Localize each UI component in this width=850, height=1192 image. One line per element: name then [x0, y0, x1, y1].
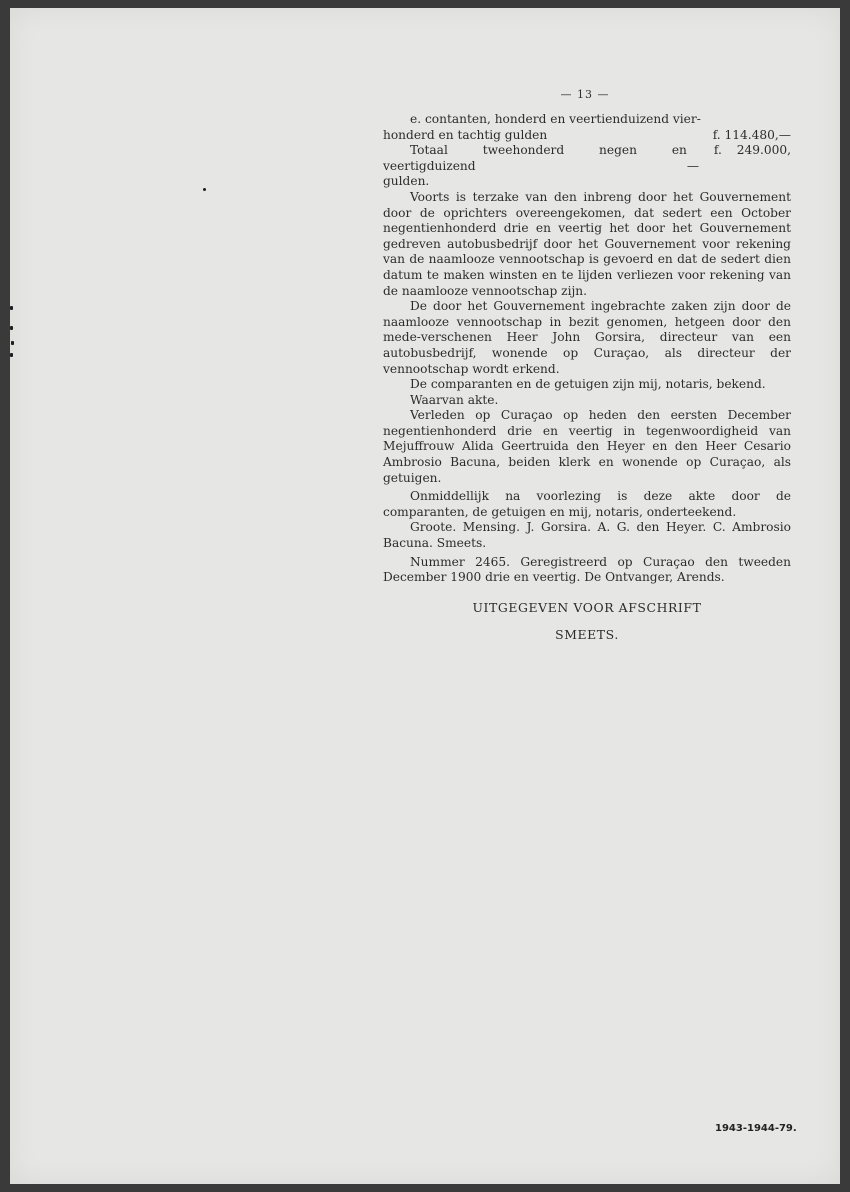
paragraph: Voorts is terzake van den inbreng door het Gouvernement door de oprichters overeengekomen, dat sedert een October negentienhonderd drie en veertig het door het Gouvernement gedreven autobusbedrijf door het Gouvernement voor rekening van de naamlooze vennootschap is gevoerd en dat de sedert dien datum te maken winsten en te lijden verliezen voor rekening van de naamlooze vennootschap zijn.	[383, 189, 791, 298]
binding-hole-mark	[203, 188, 206, 191]
amount-value: f. 114.480,—	[712, 127, 791, 142]
deed-text-column	[383, 112, 791, 643]
paragraph: gulden.	[383, 174, 430, 189]
notary-signature: SMEETS.	[555, 627, 619, 643]
paragraph: Groote. Mensing. J. Gorsira. A. G. den Heyer. C. Ambrosio Bacuna. Smeets.	[383, 520, 791, 551]
paragraph: e. contanten, honderd en veertienduizend vier-	[410, 112, 701, 126]
amount-line	[383, 128, 791, 144]
copy-heading: UITGEGEVEN VOOR AFSCHRIFT	[472, 599, 702, 615]
document-page	[10, 8, 840, 1184]
binding-hole-mark	[10, 353, 13, 357]
paragraph: De comparanten en de getuigen zijn mij, notaris, bekend.	[410, 377, 766, 392]
binding-hole-mark	[11, 341, 14, 345]
page-number: — 13 —	[560, 88, 610, 101]
total-description: Totaal tweehonderd negen en veertigduizend	[383, 143, 687, 173]
paragraph: De door het Gouvernement ingebrachte zaken zijn door de naamlooze vennootschap in bezit genomen, hetgeen door den mede-verschenen Heer John Gorsira, directeur van een autobusbedrijf, wonende op Curaçao, als directeur der vennootschap wordt erkend.	[383, 299, 791, 376]
paragraph: Nummer 2465. Geregistreerd op Curaçao den tweeden December 1900 drie en veertig. De Ontvanger, Arends.	[383, 554, 791, 585]
paragraph: Verleden op Curaçao op heden den eersten December negentienhonderd drie en veertig in tegenwoordigheid van Mejuffrouw Alida Geertruida den Heyer en den Heer Cesario Ambrosio Bacuna, beiden klerk en wonende op Curaçao, als getuigen.	[383, 408, 791, 485]
binding-hole-mark	[10, 326, 13, 330]
total-value: f. 249.000,—	[686, 143, 791, 173]
paragraph: Onmiddellijk na voorlezing is deze akte door de comparanten, de getuigen en mij, notaris, onderteekend.	[383, 489, 791, 519]
amount-description: honderd en tachtig gulden	[383, 127, 548, 142]
footer-code: 1943-1944-79.	[715, 1123, 797, 1134]
paragraph: Waarvan akte.	[410, 392, 499, 407]
binding-hole-mark	[10, 306, 13, 310]
total-line	[383, 143, 791, 174]
